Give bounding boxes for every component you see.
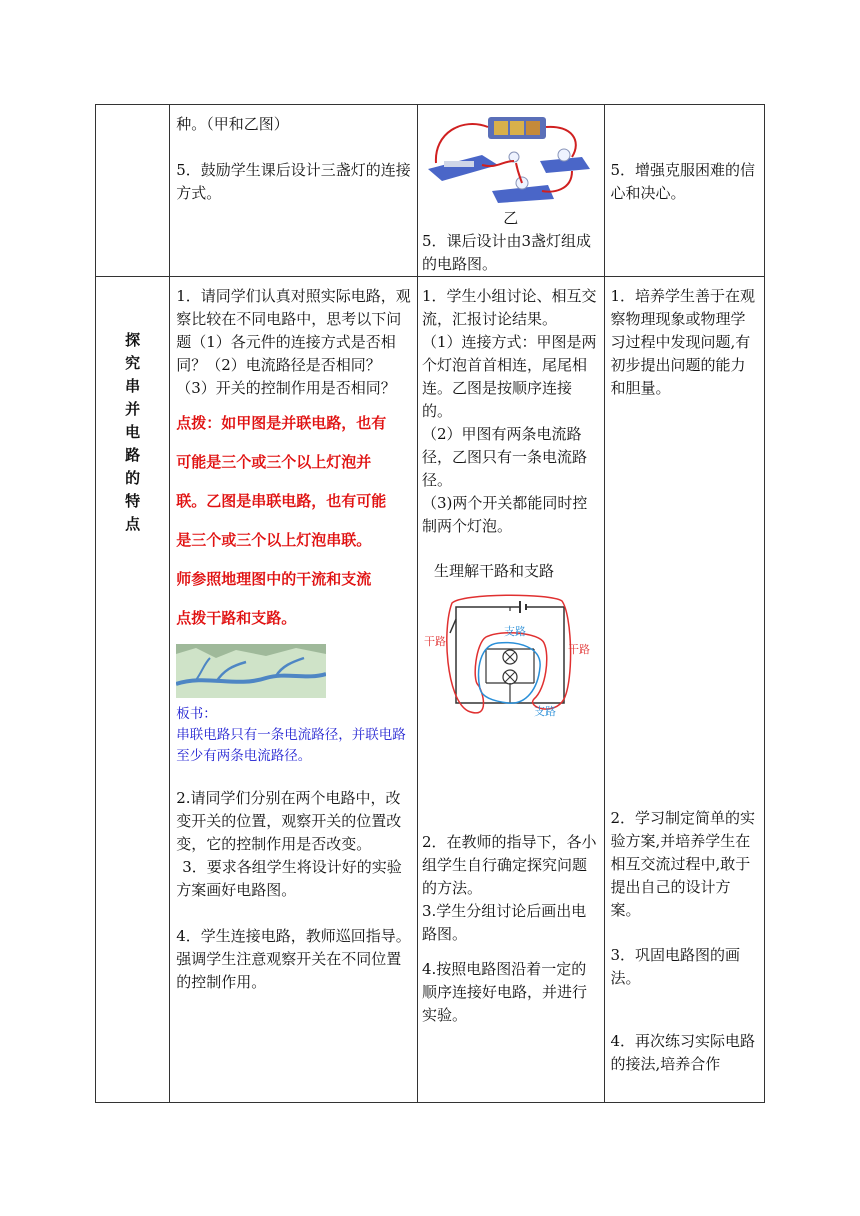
row1-teacher-p1: 种。（甲和乙图） bbox=[176, 115, 289, 133]
series-circuit-caption: 乙 bbox=[503, 209, 519, 227]
trunk-label-right: 干路 bbox=[567, 643, 590, 656]
student-answer-4: 4.按照电路图沿着一定的顺序连接好电路，并进行实验。 bbox=[421, 960, 587, 1024]
section-title: 探 究 串 并 电 路 的 特 点 bbox=[125, 331, 141, 533]
table-row bbox=[96, 105, 765, 277]
student-answer-1-1: （1）连接方式：甲图是两个灯泡首首相连，尾尾相连。乙图是按顺序连接的。 bbox=[421, 333, 597, 420]
teacher-question-1: 1．请同学们认真对照实际电路，观察比较在不同电路中，思考以下问题（1）各元件的连接方式是否相同？（2）电流路径是否相同？（3）开关的控制作用是否相同？ bbox=[176, 287, 411, 397]
branch-label-bottom: 支路 bbox=[533, 705, 556, 718]
goal-2: 2．学习制定简单的实验方案,并培养学生在相互交流过程中,敢于提出自己的设计方案。 bbox=[610, 809, 756, 919]
river-map-image bbox=[176, 644, 326, 698]
lesson-table bbox=[95, 104, 765, 1103]
student-answer-1: 1．学生小组讨论、相互交流，汇报讨论结果。 bbox=[421, 287, 597, 328]
row2-teacher-cell bbox=[170, 277, 418, 1103]
row2-student-cell bbox=[417, 277, 604, 1103]
row1-section-cell bbox=[96, 105, 170, 277]
trunk-label-left: 干路 bbox=[423, 635, 446, 648]
switch-base-shape bbox=[428, 155, 498, 181]
branch-label-top: 支路 bbox=[503, 625, 526, 638]
row1-student-p1: 5．课后设计由3盏灯组成的电路图。 bbox=[421, 232, 592, 273]
goal-4: 4．再次练习实际电路的接法,培养合作 bbox=[610, 1032, 756, 1073]
teacher-question-2: 2.请同学们分别在两个电路中，改变开关的位置，观察开关的位置改变，它的控制作用是否改变。 bbox=[176, 789, 402, 853]
student-answer-1-2: （2）甲图有两条电流路径，乙图只有一条电流路径。 bbox=[421, 425, 587, 489]
series-circuit-photo bbox=[422, 111, 598, 203]
teacher-question-4: 4．学生连接电路，教师巡回指导。强调学生注意观察开关在不同位置的控制作用。 bbox=[176, 927, 411, 991]
table-row bbox=[96, 277, 765, 1103]
row1-teacher-p2: 5．鼓励学生课后设计三盏灯的连接方式。 bbox=[176, 161, 411, 202]
row1-goal-p1: 5．增强克服困难的信心和决心。 bbox=[610, 161, 756, 202]
row1-teacher-cell bbox=[170, 105, 418, 277]
row2-section-cell bbox=[96, 277, 170, 1103]
board-title: 板书： bbox=[176, 706, 217, 722]
trunk-branch-diagram bbox=[422, 589, 598, 729]
student-answer-2: 2．在教师的指导下，各小组学生自行确定探究问题的方法。 bbox=[421, 833, 597, 897]
row2-goal-cell bbox=[604, 277, 765, 1103]
row1-goal-cell bbox=[604, 105, 765, 277]
goal-3: 3．巩固电路图的画法。 bbox=[610, 946, 741, 987]
diagram-title: 生理解干路和支路 bbox=[433, 562, 554, 580]
hint-block: 点拨：如甲图是并联电路，也有 可能是三个或三个以上灯泡并 联。乙图是串联电路，也有可能 是三个或三个以上灯泡串联。 师参照地理图中的干流和支流 点拨干路和支路。 bbox=[176, 414, 387, 627]
row1-student-cell bbox=[417, 105, 604, 277]
teacher-question-3: 3．要求各组学生将设计好的实验方案画好电路图。 bbox=[176, 858, 402, 899]
goal-1: 1．培养学生善于在观察物理现象或物理学习过程中发现问题,有初步提出问题的能力和胆量。 bbox=[610, 287, 756, 397]
board-text: 串联电路只有一条电流路径，并联电路至少有两条电流路径。 bbox=[176, 727, 406, 764]
student-answer-1-3: （3)两个开关都能同时控制两个灯泡。 bbox=[421, 494, 588, 535]
student-answer-3: 3.学生分组讨论后画出电路图。 bbox=[421, 902, 587, 943]
